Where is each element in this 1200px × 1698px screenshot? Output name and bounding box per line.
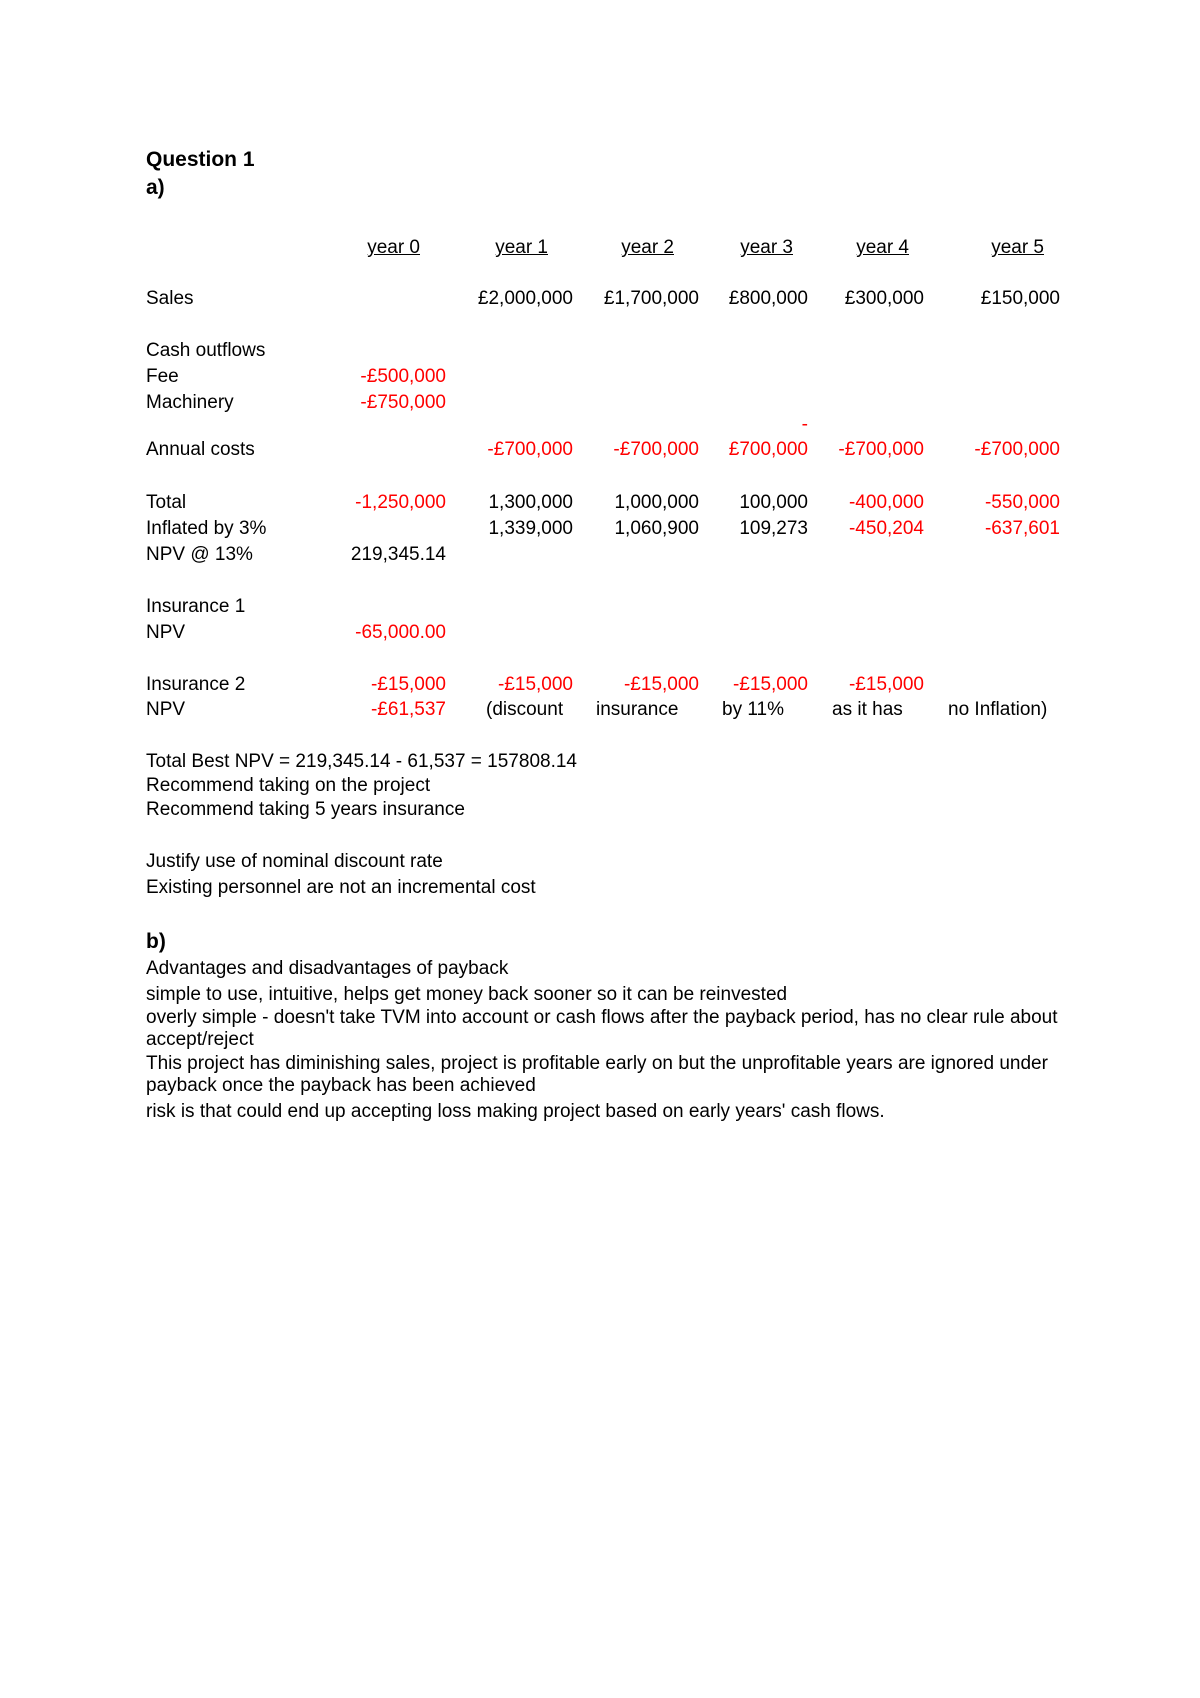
insurance2-value: -£15,000 [623,674,699,695]
row-label-annual-costs: Annual costs [146,439,255,460]
insurance2-value: -£15,000 [732,674,808,695]
fee-value: -£500,000 [360,366,446,387]
annual-costs-value: -£700,000 [974,439,1060,460]
question-heading: Question 1 [146,148,255,171]
part-b-line: simple to use, intuitive, helps get money back sooner so it can be reinvested [146,984,788,1005]
year-header: year 4 [856,237,909,258]
total-value: -400,000 [848,492,924,513]
summary-line: Recommend taking on the project [146,775,431,796]
annual-costs-value: -£700,000 [487,439,573,460]
justification-line: Justify use of nominal discount rate [146,851,443,872]
sales-value: £800,000 [728,288,808,309]
year-header: year 2 [621,237,674,258]
summary-line: Total Best NPV = 219,345.14 - 61,537 = 157808.14 [146,751,577,772]
row-label-total: Total [146,492,187,513]
total-value: 1,300,000 [488,492,573,513]
row-label-insurance2: Insurance 2 [146,674,246,695]
row-label-insurance1: Insurance 1 [146,596,246,617]
inflated-value: -450,204 [848,518,924,539]
row-label-fee: Fee [146,366,179,387]
machinery-value: -£750,000 [360,392,446,413]
inflated-value: 109,273 [739,518,808,539]
insurance2-value: -£15,000 [848,674,924,695]
annual-costs-dash: - [801,414,808,435]
row-label-npv-ins1: NPV [146,622,186,643]
sales-value: £2,000,000 [477,288,573,309]
annual-costs-value: £700,000 [728,439,808,460]
year-header: year 1 [495,237,548,258]
part-b-heading: b) [146,930,166,953]
part-b-line: This project has diminishing sales, project is profitable early on but the unprofitable years are ignored under payback once the payback has been achieved [146,1053,1048,1096]
inflated-value: -637,601 [984,518,1060,539]
npv-ins2-note: insurance [596,699,679,720]
summary-line: Recommend taking 5 years insurance [146,799,465,820]
inflated-value: 1,060,900 [614,518,699,539]
npv13-value: 219,345.14 [350,544,446,565]
part-b-line: Advantages and disadvantages of payback [146,958,509,979]
total-value: 100,000 [739,492,808,513]
total-value: -550,000 [984,492,1060,513]
total-value: -1,250,000 [355,492,446,513]
npv-ins2-note: as it has [832,699,903,720]
justification-line: Existing personnel are not an incremental cost [146,877,536,898]
part-b-line: overly simple - doesn't take TVM into account or cash flows after the payback period, has no clear rule about accept/reject [146,1007,1058,1050]
total-value: 1,000,000 [614,492,699,513]
sales-value: £300,000 [844,288,924,309]
npv-ins2-note: (discount [486,699,564,720]
row-label-inflated: Inflated by 3% [146,518,267,539]
row-label-cash-outflows: Cash outflows [146,340,266,361]
row-label-sales: Sales [146,288,194,309]
year-header: year 3 [740,237,793,258]
npv-ins1-value: -65,000.00 [355,622,446,643]
insurance2-value: -£15,000 [497,674,573,695]
row-label-machinery: Machinery [146,392,234,413]
year-header: year 5 [991,237,1044,258]
row-label-npv-ins2: NPV [146,699,186,720]
part-b-line: risk is that could end up accepting loss making project based on early years' cash flows. [146,1101,885,1122]
row-label-npv13: NPV @ 13% [146,544,253,565]
inflated-value: 1,339,000 [488,518,573,539]
insurance2-value: -£15,000 [370,674,446,695]
sales-value: £150,000 [980,288,1060,309]
npv-ins2-note: by 11% [722,699,784,720]
annual-costs-value: -£700,000 [838,439,924,460]
sales-value: £1,700,000 [603,288,699,309]
npv-ins2-value: -£61,537 [370,699,446,720]
year-header: year 0 [367,237,420,258]
part-a-heading: a) [146,176,165,199]
npv-ins2-note: no Inflation) [948,699,1048,720]
annual-costs-value: -£700,000 [613,439,699,460]
